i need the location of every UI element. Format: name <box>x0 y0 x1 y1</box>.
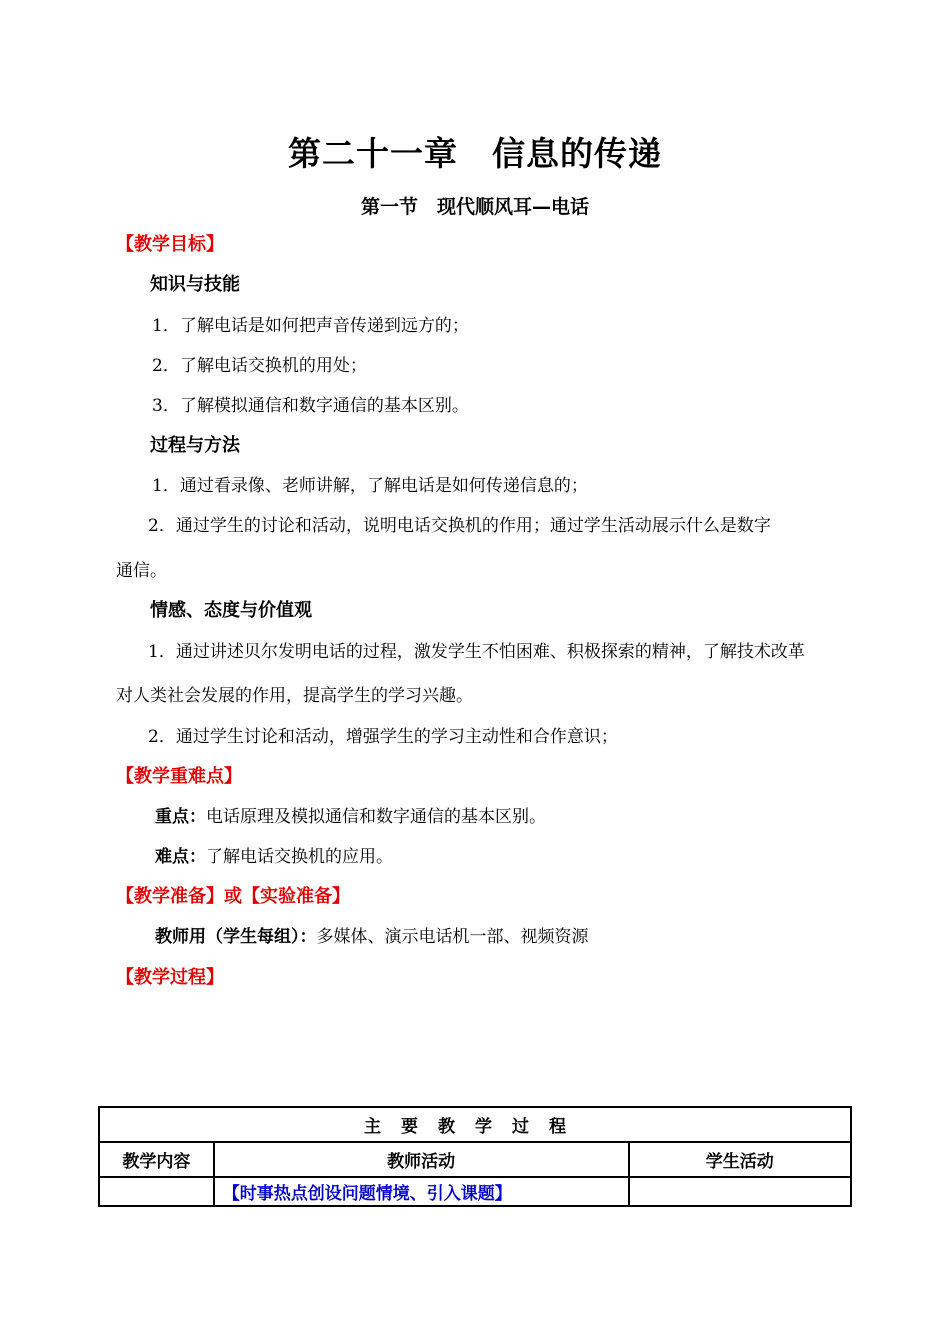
preparation-heading <box>116 882 350 908</box>
teaching-process-heading: 【教学过程】 <box>116 967 224 988</box>
chapter-title: 第二十一章 信息的传递 <box>288 134 662 173</box>
knowledge-heading: 知识与技能 <box>150 274 240 295</box>
preparation-or: 或 <box>224 886 242 907</box>
emotion-item: 对人类社会发展的作用，提高学生的学习兴趣。 <box>116 686 473 706</box>
cell-content <box>99 1177 214 1206</box>
table-title: 主要教学过程 <box>99 1107 851 1142</box>
difficult-text: 了解电话交换机的应用。 <box>206 847 393 867</box>
cell-teacher: 【时事热点创设问题情境、引入课题】 <box>214 1177 629 1206</box>
key-label: 重点： <box>155 807 206 827</box>
emotion-heading: 情感、态度与价值观 <box>150 600 312 621</box>
header-content: 教学内容 <box>99 1142 214 1177</box>
process-item: 2．通过学生的讨论和活动，说明电话交换机的作用；通过学生活动展示什么是数字 <box>148 516 771 536</box>
objectives-heading: 【教学目标】 <box>116 234 224 255</box>
section-title: 第一节 现代顺风耳—电话 <box>360 196 589 218</box>
process-item: 通信。 <box>116 561 167 581</box>
key-points-heading: 【教学重难点】 <box>116 766 242 787</box>
preparation-heading-a: 【教学准备】 <box>116 886 224 907</box>
table-title-row <box>99 1107 851 1142</box>
preparation-line <box>155 922 589 947</box>
difficult-label: 难点： <box>155 847 206 867</box>
emotion-item: 2．通过学生讨论和活动，增强学生的学习主动性和合作意识； <box>148 727 618 747</box>
knowledge-item: 3．了解模拟通信和数字通信的基本区别。 <box>152 396 469 416</box>
header-student: 学生活动 <box>629 1142 851 1177</box>
teaching-process-table <box>98 1106 852 1207</box>
key-text: 电话原理及模拟通信和数字通信的基本区别。 <box>206 807 546 827</box>
process-item: 1．通过看录像、老师讲解，了解电话是如何传递信息的； <box>152 476 588 496</box>
knowledge-item: 1．了解电话是如何把声音传递到远方的； <box>152 316 469 336</box>
knowledge-item: 2．了解电话交换机的用处； <box>152 356 367 376</box>
key-point-line <box>155 802 546 827</box>
preparation-label: 教师用（学生每组）： <box>155 927 317 947</box>
preparation-heading-b: 【实验准备】 <box>242 886 350 907</box>
difficult-point-line <box>155 842 393 867</box>
header-teacher: 教师活动 <box>214 1142 629 1177</box>
emotion-item: 1．通过讲述贝尔发明电话的过程，激发学生不怕困难、积极探索的精神，了解技术改革 <box>148 642 805 662</box>
preparation-text: 多媒体、演示电话机一部、视频资源 <box>316 927 589 947</box>
table-header-row <box>99 1142 851 1177</box>
process-heading: 过程与方法 <box>150 435 240 456</box>
cell-student <box>629 1177 851 1206</box>
table-row <box>99 1177 851 1206</box>
